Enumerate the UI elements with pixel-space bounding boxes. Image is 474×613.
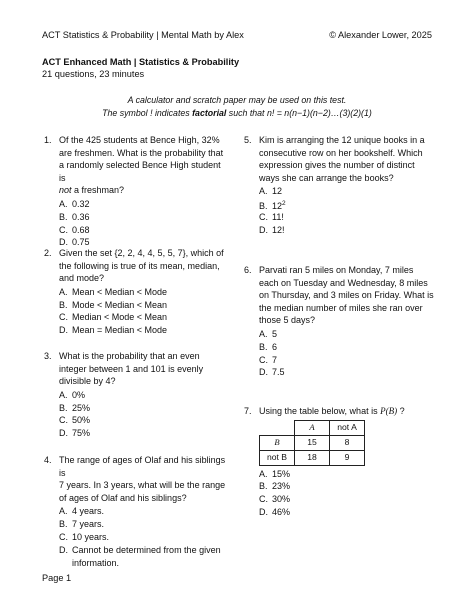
option-exponent: 2: [282, 200, 286, 208]
question-line: those 5 days?: [259, 315, 316, 326]
table-corner-cell: [260, 420, 295, 435]
option-letter: B.: [59, 299, 68, 310]
question-7: [244, 405, 440, 519]
answer-option-d[interactable]: [59, 544, 226, 557]
question-2: [44, 247, 226, 337]
option-text: 30%: [272, 494, 291, 505]
answer-options: [259, 468, 440, 519]
question-line: Using the table below, what is: [259, 406, 381, 416]
question-number: 3.: [44, 351, 52, 361]
question-3: [44, 350, 226, 440]
instructions-line-2: [0, 108, 474, 118]
table-cell: 18: [295, 450, 330, 465]
question-line: divisible by 4?: [59, 376, 116, 387]
table-header-not-a: not A: [330, 420, 365, 435]
answer-options: [59, 505, 226, 569]
question-line: What is the probability that an even: [59, 351, 200, 361]
option-letter: B.: [59, 519, 68, 530]
answer-option-b[interactable]: [59, 211, 226, 224]
page-number: Page 1: [42, 573, 72, 583]
option-letter: B.: [59, 211, 68, 222]
answer-options: [259, 185, 440, 236]
page-subtitle: 21 questions, 23 minutes: [42, 69, 145, 79]
table-cell: 9: [330, 450, 365, 465]
factorial-term: factorial: [192, 108, 227, 118]
question-4: [44, 454, 226, 569]
option-text: 46%: [272, 506, 291, 517]
question-line: Of the 425 students at Bence High, 32%: [59, 135, 220, 145]
probability-expression: P(B): [380, 406, 398, 416]
question-line: are freshmen. What is the probability that: [59, 147, 224, 158]
question-line: Kim is arranging the 12 unique books in a: [259, 135, 425, 145]
question-line: of ages of Olaf and his siblings?: [59, 492, 187, 503]
question-line-end: ?: [397, 406, 405, 416]
answer-option-a[interactable]: [259, 185, 440, 198]
option-letter: D.: [259, 367, 268, 378]
question-line: Parvati ran 5 miles on Monday, 7 miles: [259, 265, 414, 275]
answer-option-c[interactable]: [59, 414, 226, 427]
option-text: 6: [272, 341, 278, 352]
question-number: 6.: [244, 265, 252, 275]
answer-option-a[interactable]: [259, 468, 440, 481]
option-text: 0.36: [72, 211, 90, 222]
page-title: ACT Enhanced Math | Statistics & Probability: [42, 57, 240, 67]
question-text: [59, 247, 226, 285]
answer-option-d[interactable]: [259, 506, 440, 519]
option-letter: D.: [59, 428, 68, 439]
option-letter: D.: [259, 506, 268, 517]
option-letter: C.: [59, 312, 68, 323]
table-header-a: A: [295, 420, 330, 435]
answer-options: [59, 389, 226, 440]
answer-option-c[interactable]: [59, 224, 226, 237]
option-text: 4 years.: [72, 506, 105, 517]
answer-option-a[interactable]: [259, 328, 440, 341]
question-line: Given the set {2, 2, 4, 4, 5, 5, 7}, which of: [59, 248, 224, 258]
option-text: 0%: [72, 389, 86, 400]
option-text: Mode < Median < Mean: [72, 299, 168, 310]
option-text: Mean = Median < Mode: [72, 325, 168, 336]
answer-options: [59, 198, 226, 249]
answer-option-d[interactable]: [259, 224, 440, 237]
option-text: Median < Mode < Mean: [72, 312, 168, 323]
instructions-line-1: A calculator and scratch paper may be used on this test.: [127, 95, 347, 105]
two-way-table: [259, 420, 365, 466]
option-letter: D.: [259, 224, 268, 235]
option-letter: D.: [59, 237, 68, 248]
answer-option-d[interactable]: [59, 324, 226, 337]
option-letter: C.: [59, 531, 68, 542]
question-line: on Thursday, and 3 miles on Friday. What is: [259, 290, 434, 301]
header-left-text: ACT Statistics & Probability | Mental Math by Alex: [42, 30, 244, 40]
answer-option-c[interactable]: [259, 354, 440, 367]
option-text: information.: [72, 557, 120, 568]
option-letter: B.: [259, 341, 268, 352]
question-text: [259, 134, 440, 184]
question-number: 7.: [244, 406, 252, 416]
question-line: each on Tuesday and Wednesday, 8 miles: [259, 277, 428, 288]
answer-option-b[interactable]: [59, 299, 226, 312]
option-text: 5: [272, 328, 278, 339]
option-text: 12!: [272, 224, 285, 235]
question-line: [59, 184, 226, 197]
answer-option-b[interactable]: [259, 480, 440, 493]
option-letter: A.: [59, 506, 68, 517]
question-line: ways she can arrange the books?: [259, 172, 394, 183]
table-row: [260, 450, 365, 465]
answer-option-b[interactable]: [259, 198, 440, 211]
answer-option-c[interactable]: [59, 531, 226, 544]
question-line: integer between 1 and 101 is evenly: [59, 363, 204, 374]
option-text: 50%: [72, 415, 91, 426]
option-letter: C.: [259, 354, 268, 365]
question-text: [259, 264, 440, 327]
question-6: [244, 264, 440, 379]
answer-options: [259, 328, 440, 379]
question-text: [59, 134, 226, 197]
question-text: [259, 405, 440, 418]
answer-option-b[interactable]: [59, 518, 226, 531]
question-number: 5.: [244, 135, 252, 145]
question-line: consecutive row on her bookshelf. Which: [259, 147, 423, 158]
option-letter: A.: [259, 186, 268, 197]
option-letter: D.: [59, 544, 68, 555]
option-letter: C.: [59, 415, 68, 426]
table-row-header-not-b: not B: [260, 450, 295, 465]
answer-option-d-continued[interactable]: [59, 557, 226, 570]
option-letter: C.: [259, 211, 268, 222]
question-text: [59, 350, 226, 388]
option-text: 11!: [272, 211, 284, 222]
option-text: 75%: [72, 428, 91, 439]
option-letter: D.: [59, 325, 68, 336]
question-line: the following is true of its mean, median,: [59, 260, 220, 271]
option-text: 15%: [272, 468, 291, 479]
option-text: 0.68: [72, 224, 90, 235]
table-row-header-b: B: [260, 435, 295, 450]
option-letter: A.: [259, 328, 268, 339]
option-letter: B.: [259, 201, 268, 212]
table-cell: 8: [330, 435, 365, 450]
option-letter: A.: [59, 286, 68, 297]
answer-option-b[interactable]: [59, 402, 226, 415]
option-letter: A.: [259, 468, 268, 479]
answer-option-d[interactable]: [59, 427, 226, 440]
answer-option-c[interactable]: [259, 211, 440, 224]
question-line: 7 years. In 3 years, what will be the range: [59, 480, 226, 491]
answer-option-d[interactable]: [259, 366, 440, 379]
option-letter: C.: [59, 224, 68, 235]
answer-option-a[interactable]: [59, 505, 226, 518]
answer-option-b[interactable]: [259, 341, 440, 354]
option-text: Mean < Median < Mode: [72, 286, 168, 297]
option-letter: C.: [259, 494, 268, 505]
question-5: [244, 134, 440, 237]
option-letter: A.: [59, 389, 68, 400]
question-line: expression gives the number of distinct: [259, 160, 415, 171]
option-text: 0.32: [72, 198, 90, 209]
option-text: 7 years.: [72, 519, 105, 530]
answer-option-c[interactable]: [259, 493, 440, 506]
answer-option-a[interactable]: [59, 389, 226, 402]
option-text: 25%: [72, 402, 91, 413]
option-text: 23%: [272, 481, 291, 492]
option-text: 0.75: [72, 237, 90, 248]
emphasis-not: not: [59, 185, 72, 196]
instructions-line-2-pre: The symbol ! indicates: [102, 108, 193, 118]
table-header-row: [260, 420, 365, 435]
question-1: [44, 134, 226, 249]
question-line: The range of ages of Olaf and his siblings is: [59, 455, 226, 478]
question-line: a randomly selected Bence High student is: [59, 160, 221, 183]
option-letter: B.: [259, 481, 268, 492]
option-text: 12: [272, 186, 283, 197]
question-number: 2.: [44, 248, 52, 258]
option-text: 12: [272, 201, 283, 212]
question-number: 1.: [44, 135, 52, 145]
instructions-line-2-post: such that n! = n(n−1)(n−2)…(3)(2)(1): [226, 108, 372, 118]
option-text: 10 years.: [72, 531, 110, 542]
header-copyright-text: © Alexander Lower, 2025: [329, 30, 432, 40]
question-line: and mode?: [59, 273, 105, 284]
answer-option-a[interactable]: [59, 286, 226, 299]
question-line-rest: a freshman?: [71, 185, 125, 196]
option-letter: A.: [59, 198, 68, 209]
question-line: the median number of miles she ran over: [259, 302, 423, 313]
answer-options: [59, 286, 226, 337]
table-cell: 15: [295, 435, 330, 450]
question-number: 4.: [44, 455, 52, 465]
question-text: [59, 454, 226, 504]
option-letter: B.: [59, 402, 68, 413]
answer-option-a[interactable]: [59, 198, 226, 211]
option-text: 7: [272, 354, 278, 365]
answer-option-c[interactable]: [59, 311, 226, 324]
option-text: 7.5: [272, 367, 285, 378]
table-row: [260, 435, 365, 450]
option-text: Cannot be determined from the given: [72, 544, 221, 555]
